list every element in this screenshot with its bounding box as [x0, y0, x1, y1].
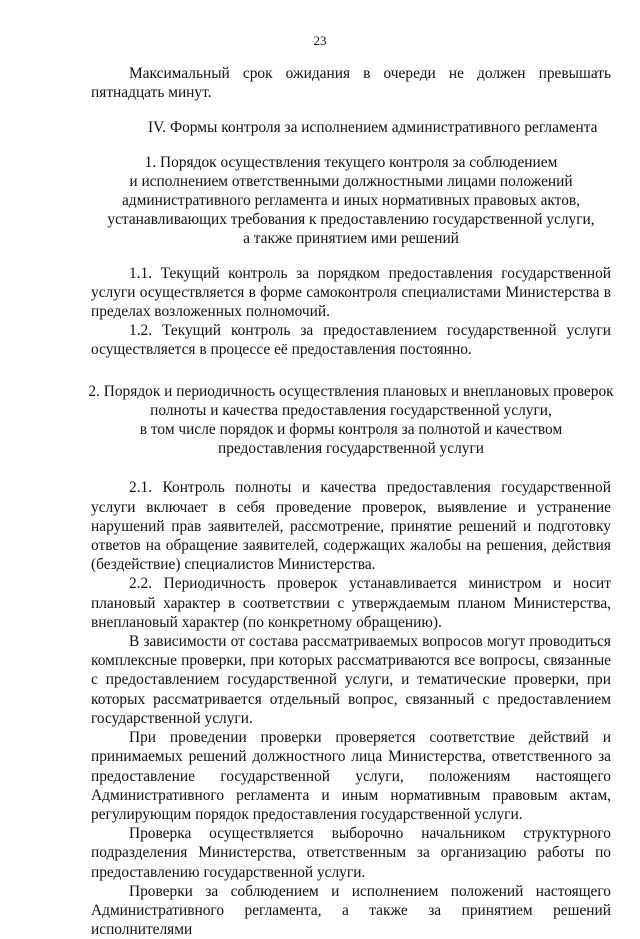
subsection-1-line: и исполнением ответственными должностными лицами положений — [129, 172, 573, 190]
paragraph-1-1: 1.1. Текущий контроль за порядком предоставления государственной услуги осуществляется в форме самоконтроля специалистами Министерства в пределах возложенных полномочий. — [91, 264, 611, 321]
subsection-2-line: полноты и качества предоставления государственной услуги, — [150, 401, 552, 419]
subsection-1-line: устанавливающих требования к предоставлению государственной услуги, — [107, 211, 595, 229]
paragraph-2-2: 2.2. Периодичность проверок устанавливается министром и носит плановый характер в соответствии с утверждаемым планом Министерства, внеплановый характер (по конкретному обращению). — [91, 575, 611, 631]
paragraph-max-wait: Максимальный срок ожидания в очереди не должен превышать пятнадцать минут. — [91, 65, 611, 102]
paragraph-check-performer: Проверка осуществляется выборочно начальником структурного подразделения Министерства, ответственным за организацию работы по предоставлению государственной услуги. — [91, 825, 611, 881]
paragraph-check-scope: При проведении проверки проверяется соответствие действий и принимаемых решений должностного лица Министерства, ответственного за предоставление государственной услуги, положениям настоящего Административного регламента и иным нормативным правовым актам, регулирующим порядок предоставления государственной услуги. — [91, 729, 611, 823]
subsection-2-line: предоставления государственной услуги — [217, 440, 484, 458]
subsection-2-line: 2. Порядок и периодичность осуществления плановых и внеплановых проверок — [88, 382, 614, 400]
page-number: 23 — [313, 33, 327, 48]
subsection-1-line: административного регламента и иных нормативных правовых актов, — [121, 192, 581, 210]
paragraph-check-types: В зависимости от состава рассматриваемых вопросов могут проводиться комплексные проверки, при которых рассматриваются все вопросы, связанные с предоставлением государственной услуги, и тематические проверки, при которых рассматривается отдельный вопрос, связанный с предоставлением государственной услуги. — [91, 633, 611, 727]
paragraph-1-2: 1.2. Текущий контроль за предоставлением государственной услуги осуществляется в процессе её предоставления постоянно. — [91, 322, 611, 359]
subsection-1-line: а также принятием ими решений — [243, 230, 459, 248]
section-heading: IV. Формы контроля за исполнением административного регламента — [148, 119, 598, 137]
subsection-2-line: в том числе порядок и формы контроля за полнотой и качеством — [139, 421, 563, 439]
subsection-1-line: 1. Порядок осуществления текущего контроля за соблюдением — [144, 153, 558, 171]
document-body — [88, 64, 614, 939]
paragraph-check-compliance: Проверки за соблюдением и исполнением положений настоящего Административного регламента, а также за принятием решений исполнителями — [91, 882, 611, 939]
paragraph-2-1: 2.1. Контроль полноты и качества предоставления государственной услуги включает в себя проведение проверок, выявление и устранение нарушений прав заявителей, рассмотрение, принятие решений и подготовку ответов на обращение заявителей, содержащих жалобы на решения, действия (бездействие) специалистов Министерства. — [91, 479, 611, 574]
subsection-heading-2 — [88, 382, 614, 459]
subsection-heading-1 — [91, 153, 611, 249]
